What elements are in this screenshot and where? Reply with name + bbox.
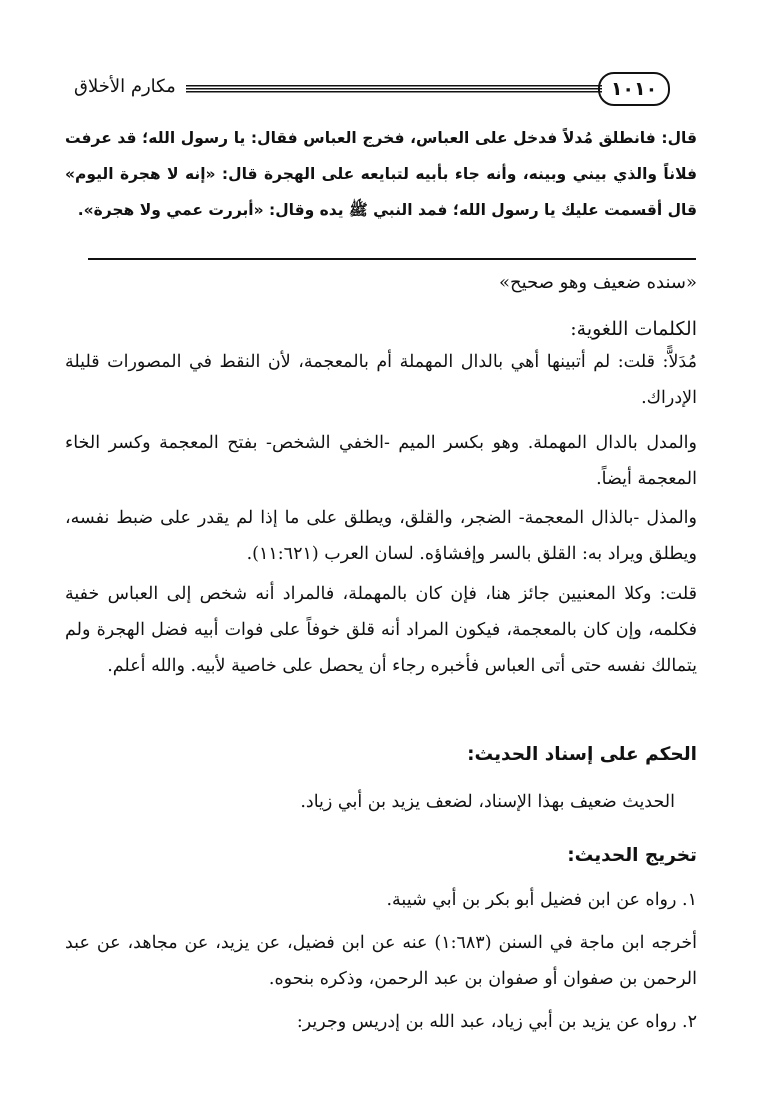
vocabulary-paragraph: والمذل -بالذال المعجمة- الضجر، والقلق، ويطلق على ما إذا لم يقدر على ضبط نفسه، ويطلق ويراد به: القلق بالسر وإفشاؤه. لسان العرب (١١:٦٢١). bbox=[65, 508, 697, 564]
page-number: ١٠١٠ bbox=[598, 72, 670, 106]
vocabulary-paragraph: قلت: وكلا المعنيين جائز هنا، فإن كان بالمهملة، فالمراد أنه شخص إلى العباس خفية فكلمه، وإن كان بالمعجمة، فيكون المراد أنه قلق خوفاً على فوات أبيه فضل الهجرة ولم يتمالك نفسه حتى أتى العباس فأخبره رجاء أن يحصل على خاصية لأبيه. والله أعلم. bbox=[65, 584, 697, 676]
takhrij-item: ١. رواه عن ابن فضيل أبو بكر بن أبي شيبة. bbox=[386, 890, 697, 910]
book-title: مكارم الأخلاق bbox=[74, 76, 176, 97]
vocabulary-title: الكلمات اللغوية: bbox=[570, 318, 697, 340]
hadith-text: قال: فانطلق مُدلاً فدخل على العباس، فخرج العباس فقال: يا رسول الله؛ قد عرفت فلاناً والذي بيني وبينه، وأنه جاء بأبيه لتبايعه على الهجرة قال: «إنه لا هجرة اليوم» قال أقسمت عليك يا رسول الله؛ فمد النبي ﷺ يده وقال: «أبررت عمي ولا هجرة». bbox=[65, 129, 697, 219]
isnad-note: «سنده ضعيف وهو صحيح» bbox=[498, 272, 697, 293]
ruling-text: الحديث ضعيف بهذا الإسناد، لضعف يزيد بن أبي زياد. bbox=[300, 792, 675, 812]
takhrij-title: تخريج الحديث: bbox=[567, 845, 697, 866]
ruling-title: الحكم على إسناد الحديث: bbox=[467, 744, 697, 765]
page-header bbox=[74, 70, 670, 110]
takhrij-item: ٢. رواه عن يزيد بن أبي زياد، عبد الله بن إدريس وجرير: bbox=[296, 1012, 697, 1032]
vocabulary-paragraph: مُدَلاًّ: قلت: لم أتبينها أهي بالدال المهملة أم بالمعجمة، لأن النقط في المصورات قليلة الإدراك. bbox=[65, 352, 697, 408]
section-divider bbox=[88, 258, 696, 260]
takhrij-item: أخرجه ابن ماجة في السنن (١:٦٨٣) عنه عن ابن فضيل، عن يزيد، عن مجاهد، عن عبد الرحمن بن صفوان أو صفوان بن عبد الرحمن، وذكره بنحوه. bbox=[65, 933, 697, 989]
header-rule bbox=[186, 85, 602, 93]
vocabulary-paragraph: والمدل بالدال المهملة. وهو بكسر الميم -الخفي الشخص- بفتح المعجمة وكسر الخاء المعجمة أيضاً. bbox=[65, 433, 697, 489]
